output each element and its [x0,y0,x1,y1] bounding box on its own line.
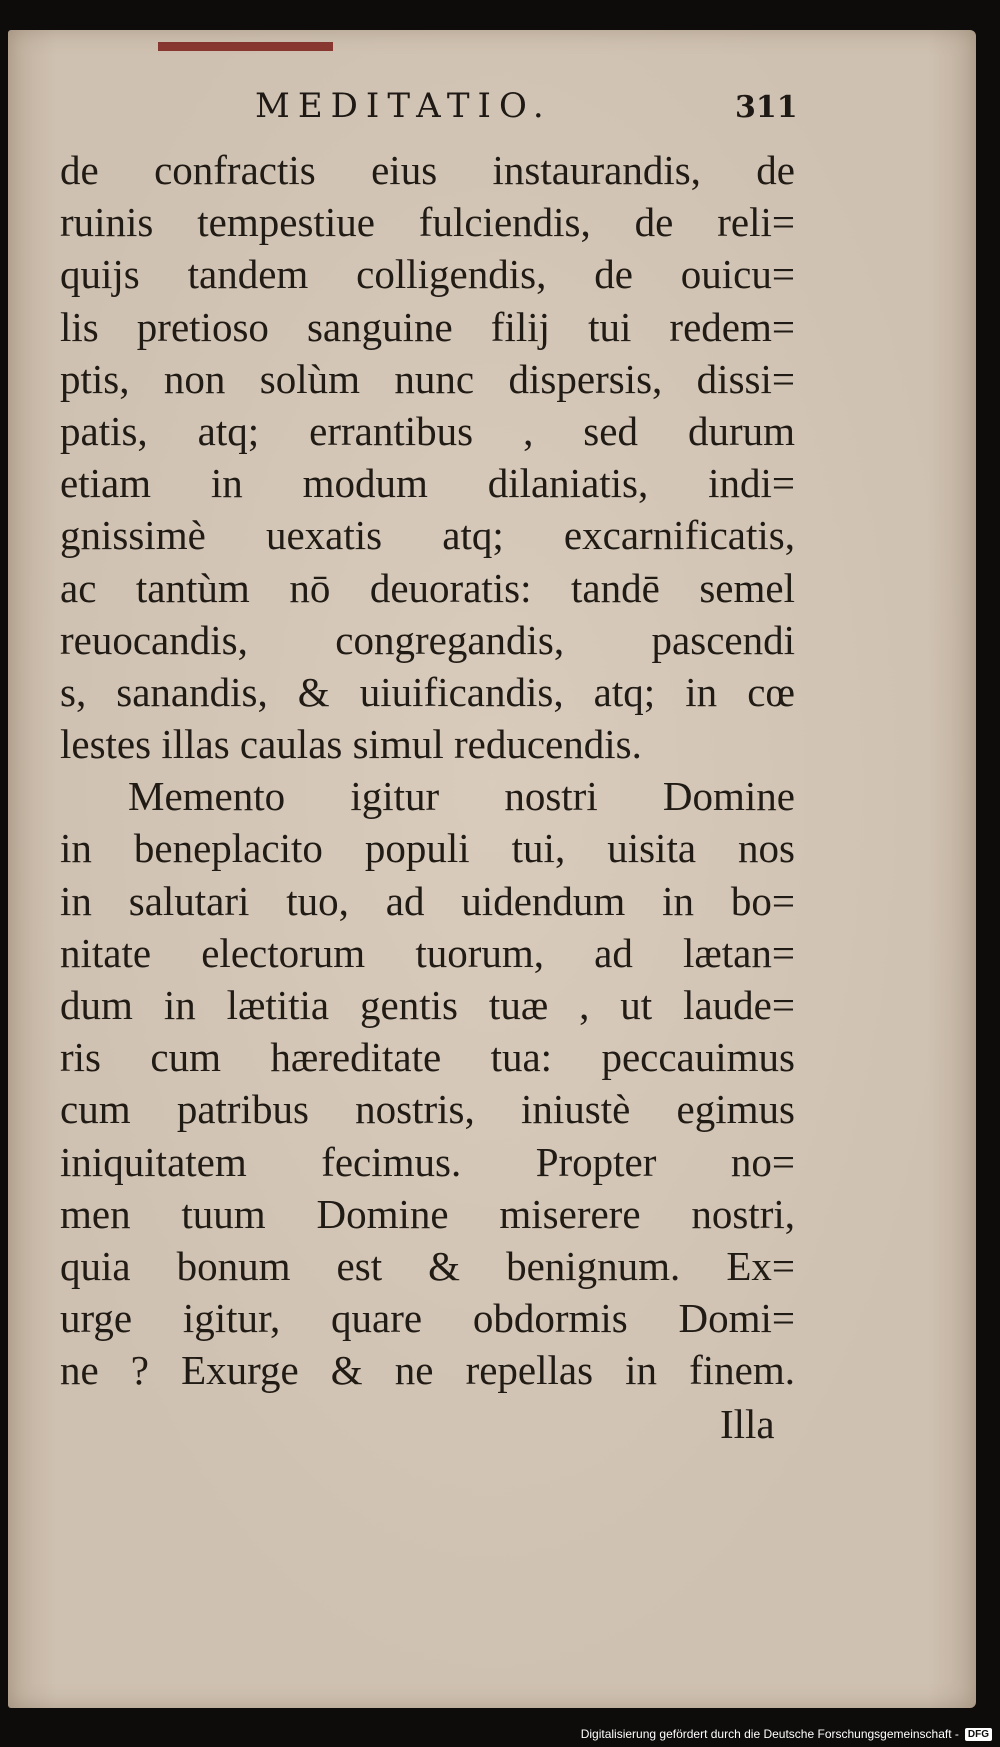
page-header [0,86,1000,126]
text-line: lis pretioso sanguine filij tui redem= [60,303,795,350]
text-line: dum in lætitia gentis tuæ , ut laude= [60,982,795,1028]
text-line: ris cum hæreditate tua: peccauimus [60,1034,795,1081]
text-line: etiam in modum dilaniatis, indi= [60,460,795,507]
text-line: reuocandis, congregandis, pascendi [60,616,795,663]
text-line: quia bonum est & benignum. Ex= [60,1242,795,1289]
dfg-logo: DFG [965,1728,992,1741]
text-line: in beneplacito populi tui, uisita nos [60,825,795,872]
body-text [60,144,795,1397]
text-line: ruinis tempestiue fulciendis, de reli= [60,199,795,246]
page-number: 311 [735,90,798,125]
text-line: patis, atq; errantibus , sed durum [60,407,795,454]
digitization-credit: Digitalisierung gefördert durch die Deutsche Forschungsgemeinschaft - [580,1727,959,1741]
text-line: ptis, non solùm nunc dispersis, dissi= [60,355,795,402]
footer-bar [581,1721,1000,1747]
text-line: ne ? Exurge & ne repellas in finem. [60,1347,795,1394]
text-line: cum patribus nostris, iniustè egimus [60,1086,795,1133]
text-line: urge igitur, quare obdormis Domi= [60,1295,795,1342]
running-title: MEDITATIO. [255,86,552,126]
text-line: s, sanandis, & uiuificandis, atq; in cœ [60,668,795,715]
paragraph-start-line: Memento igitur nostri Domine [128,773,795,820]
text-line: iniquitatem fecimus. Propter no= [60,1138,795,1185]
text-line: in salutari tuo, ad uidendum in bo= [60,877,795,924]
text-line: ac tantùm nō deuoratis: tandē semel [60,564,795,611]
text-line: de confractis eius instaurandis, de [60,147,795,193]
catchword: Illa [720,1401,775,1447]
text-line: gnissimè uexatis atq; excarnificatis, [60,512,795,559]
paragraph-end-line: lestes illas caulas simul reducendis. [60,721,642,768]
text-line: men tuum Domine miserere nostri, [60,1190,795,1237]
page-edge-mark [158,42,333,51]
text-line: nitate electorum tuorum, ad lætan= [60,929,795,976]
text-line: quijs tandem colligendis, de ouicu= [60,251,795,298]
